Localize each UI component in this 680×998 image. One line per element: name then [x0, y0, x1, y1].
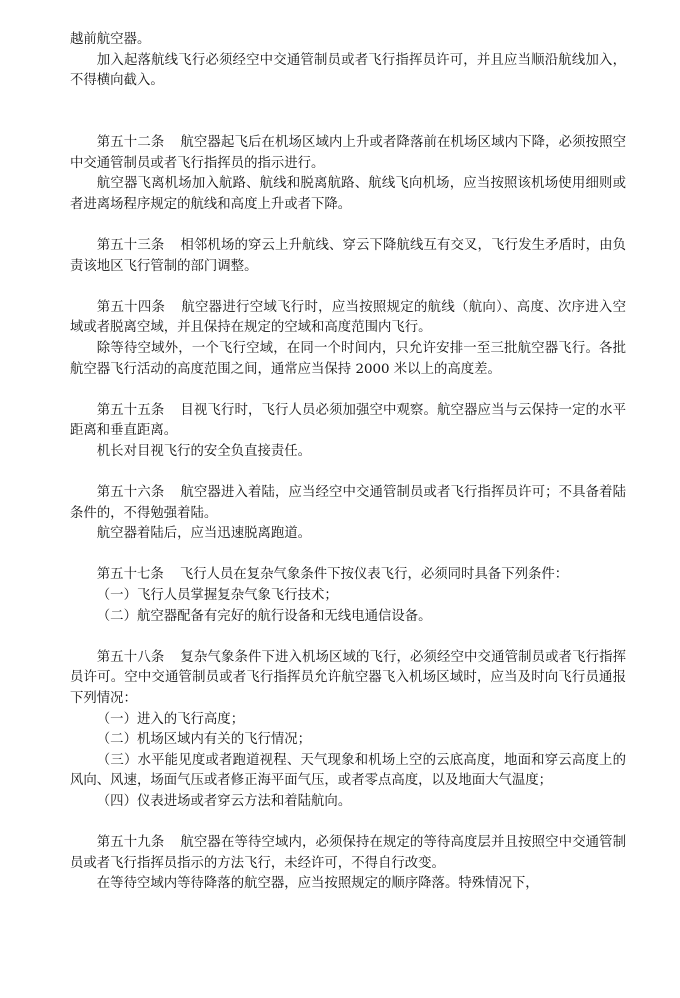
- list-item: （一）进入的飞行高度；: [96, 711, 245, 727]
- article-52: [70, 133, 626, 174]
- list-item: （二）机场区域内有关的飞行情况；: [96, 732, 312, 748]
- list-item: （一）飞行人员掌握复杂气象飞行技术；: [96, 588, 338, 604]
- paragraph-gap: [70, 627, 626, 648]
- article-number: 第五十八条: [96, 649, 165, 665]
- article-54: [70, 298, 626, 339]
- paragraph-gap: [70, 462, 626, 483]
- article-55: [70, 401, 626, 442]
- paragraph: 除等待空域外，一个飞行空域，在同一个时间内，只允许安排一至三批航空器飞行。各批航空器飞行活动的高度范围之间，通常应当保持 2000 米以上的高度差。: [70, 340, 626, 377]
- paragraph-gap: [70, 545, 626, 566]
- paragraph: 机长对目视飞行的安全负直接责任。: [96, 443, 312, 459]
- paragraph-gap: [70, 277, 626, 298]
- article-53: [70, 236, 626, 277]
- paragraph-gap: [70, 813, 626, 834]
- paragraph: 越前航空器。: [70, 32, 151, 47]
- article-number: 第五十五条: [96, 402, 165, 418]
- paragraph-gap: [70, 380, 626, 401]
- paragraph-gap: [70, 112, 626, 133]
- article-57: [70, 565, 626, 586]
- list-item: （二）航空器配备有完好的航行设备和无线电通信设备。: [96, 608, 432, 624]
- paragraph: 在等待空域内等待降落的航空器，应当按照规定的顺序降落。特殊情况下，: [96, 876, 539, 892]
- article-text: 航空器进行空域飞行时，应当按照规定的航线（航向）、高度、次序进入空域或者脱离空域，并且保持在规定的空域和高度范围内飞行。: [70, 299, 626, 336]
- list-item: （三）水平能见度或者跑道视程、天气现象和机场上空的云底高度，地面和穿云高度上的风向、风速，场面气压或者修正海平面气压，或者零点高度，以及地面大气温度；: [70, 752, 626, 789]
- paragraph-gap: [70, 215, 626, 236]
- article-text: 目视飞行时，飞行人员必须加强空中观察。航空器应当与云保持一定的水平距离和垂直距离。: [70, 402, 627, 439]
- paragraph: 航空器着陆后，应当迅速脱离跑道。: [96, 526, 312, 542]
- article-number: 第五十九条: [96, 835, 165, 851]
- article-number: 第五十六条: [96, 485, 165, 501]
- article-text: 飞行人员在复杂气象条件下按仪表飞行，必须同时具备下列条件：: [179, 567, 569, 583]
- article-text: 复杂气象条件下进入机场区域的飞行，必须经空中交通管制员或者飞行指挥员许可。空中交通管制员或者飞行指挥员允许航空器飞入机场区域时，应当及时向飞行员通报下列情况：: [70, 649, 627, 706]
- article-number: 第五十七条: [96, 567, 164, 583]
- document-page: [70, 30, 626, 895]
- article-text: 航空器在等待空域内，必须保持在规定的等待高度层并且按照空中交通管制员或者飞行指挥员指示的方法飞行，未经许可，不得自行改变。: [70, 835, 627, 871]
- paragraph-gap: [70, 92, 626, 113]
- article-number: 第五十三条: [96, 237, 165, 253]
- paragraph: 加入起落航线飞行必须经空中交通管制员或者飞行指挥员许可，并且应当顺沿航线加入，不得横向截入。: [70, 52, 626, 89]
- list-item: （四）仪表进场或者穿云方法和着陆航向。: [96, 793, 352, 809]
- article-number: 第五十二条: [96, 134, 165, 150]
- article-text: 航空器进入着陆，应当经空中交通管制员或者飞行指挥员许可；不具备着陆条件的，不得勉强着陆。: [70, 485, 627, 521]
- article-56: [70, 483, 626, 524]
- paragraph: 航空器飞离机场加入航路、航线和脱离航路、航线飞向机场，应当按照该机场使用细则或者进离场程序规定的航线和高度上升或者下降。: [70, 176, 626, 212]
- article-text: 相邻机场的穿云上升航线、穿云下降航线互有交叉，飞行发生矛盾时，由负责该地区飞行管制的部门调整。: [70, 237, 627, 274]
- article-58: [70, 648, 626, 710]
- article-59: [70, 833, 626, 874]
- article-text: 航空器起飞后在机场区域内上升或者降落前在机场区域内下降，必须按照空中交通管制员或者飞行指挥员的指示进行。: [70, 134, 627, 171]
- article-number: 第五十四条: [96, 299, 166, 315]
